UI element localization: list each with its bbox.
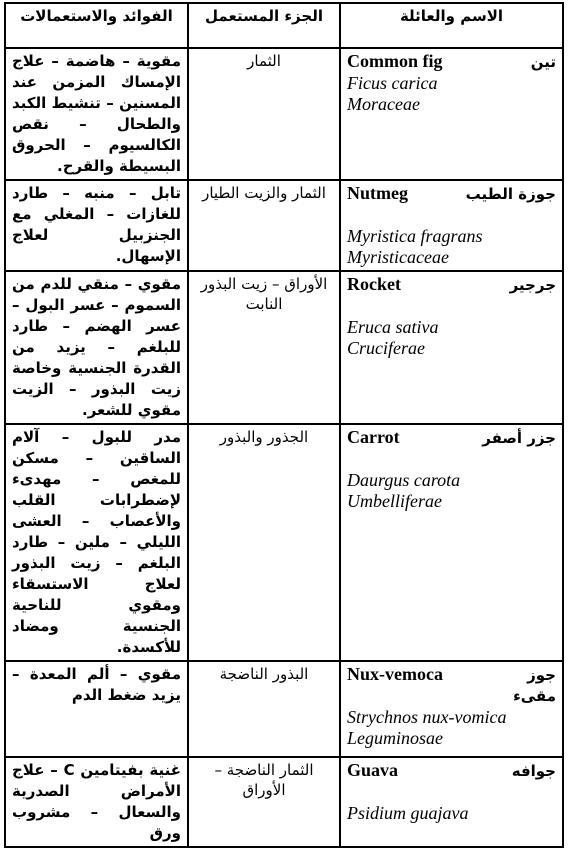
species-name: Strychnos nux-vomica (347, 707, 507, 727)
species-name: Ficus carica (347, 73, 438, 93)
spacer (347, 205, 556, 226)
name-line (347, 274, 556, 296)
uses-cell: مقوي – ألم المعدة – يزيد ضغط الدم (5, 661, 188, 757)
species-name: Daurgus carota (347, 470, 461, 490)
uses-cell: غنية بفيتامين C – علاج الأمراض الصدرية والسعال – مشروب ورق (5, 757, 188, 847)
arabic-name: جوافه (511, 762, 556, 780)
table-header (5, 3, 563, 48)
family-name: Umbelliferae (347, 491, 442, 511)
name-cell (340, 180, 563, 271)
part-cell: البذور الناضجة (188, 661, 340, 757)
english-name: Guava (347, 760, 399, 780)
name-line (347, 51, 556, 73)
header-row (5, 3, 563, 48)
arabic-name-continued: مقىء (513, 687, 556, 705)
uses-cell: مدر للبول – آلام الساقين – مسكن للمغص – مهدىء لإضطرابات القلب والأعصاب – العشى الليلي – ملين – طارد البلغم – زيت البذور لعلاج الاستسقاء ومقوي للناحية الجنسية ومضاد للأكسدة. (5, 424, 188, 661)
uses-cell: مقوي – منقي للدم من السموم – عسر البول – عسر الهضم – طارد للبلغم – يزيد من القدرة الجنسية وخاصة زيت البذور – الزيت مقوي للشعر. (5, 271, 188, 424)
spacer (347, 782, 556, 803)
part-cell: الثمار (188, 48, 340, 180)
english-name: Nutmeg (347, 183, 408, 203)
name-line (347, 664, 556, 686)
english-name: Nux-vemoca (347, 664, 443, 684)
english-name: Rocket (347, 274, 401, 294)
uses-cell: تابل – منبه – طارد للغازات – المغلي مع الجنزبيل لعلاج الإسهال. (5, 180, 188, 271)
name-line (347, 760, 556, 782)
arabic-name: جوزة الطيب (465, 185, 556, 203)
name-cell (340, 48, 563, 180)
name-cell (340, 757, 563, 847)
header-uses: الفوائد والاستعمالات (5, 3, 188, 48)
family-name: Moraceae (347, 94, 420, 114)
table-row (5, 757, 563, 847)
name-line (347, 183, 556, 205)
table-row (5, 661, 563, 757)
arabic-name: تين (530, 53, 556, 71)
header-name: الاسم والعائلة (340, 3, 563, 48)
arabic-name: جزر أصفر (482, 429, 556, 447)
species-name: Eruca sativa (347, 317, 439, 337)
herb-table (4, 2, 564, 848)
table-row (5, 48, 563, 180)
table-row (5, 424, 563, 661)
english-name: Common fig (347, 51, 443, 71)
part-cell: الجذور والبذور (188, 424, 340, 661)
spacer (347, 296, 556, 317)
part-cell: الأوراق – زيت البذور النابت (188, 271, 340, 424)
species-name: Psidium guajava (347, 803, 469, 823)
arabic-name: جوز (527, 666, 556, 684)
uses-cell: مقوية – هاضمة – علاج الإمساك المزمن عند المسنين – تنشيط الكبد والطحال – نقص الكالسيوم – الحروق البسيطة والقرح. (5, 48, 188, 180)
header-part: الجزء المستعمل (188, 3, 340, 48)
family-name: Cruciferae (347, 338, 425, 358)
name-line (347, 427, 556, 449)
name-cell (340, 271, 563, 424)
part-cell: الثمار والزيت الطيار (188, 180, 340, 271)
spacer (347, 449, 556, 470)
arabic-name: جرجير (509, 276, 556, 294)
name-cell (340, 661, 563, 757)
family-name: Leguminosae (347, 728, 443, 748)
name-cell (340, 424, 563, 661)
part-cell: الثمار الناضجة – الأوراق (188, 757, 340, 847)
english-name: Carrot (347, 427, 400, 447)
table-row (5, 271, 563, 424)
species-name: Myristica fragrans (347, 226, 483, 246)
table-row (5, 180, 563, 271)
family-name: Myristicaceae (347, 247, 449, 267)
